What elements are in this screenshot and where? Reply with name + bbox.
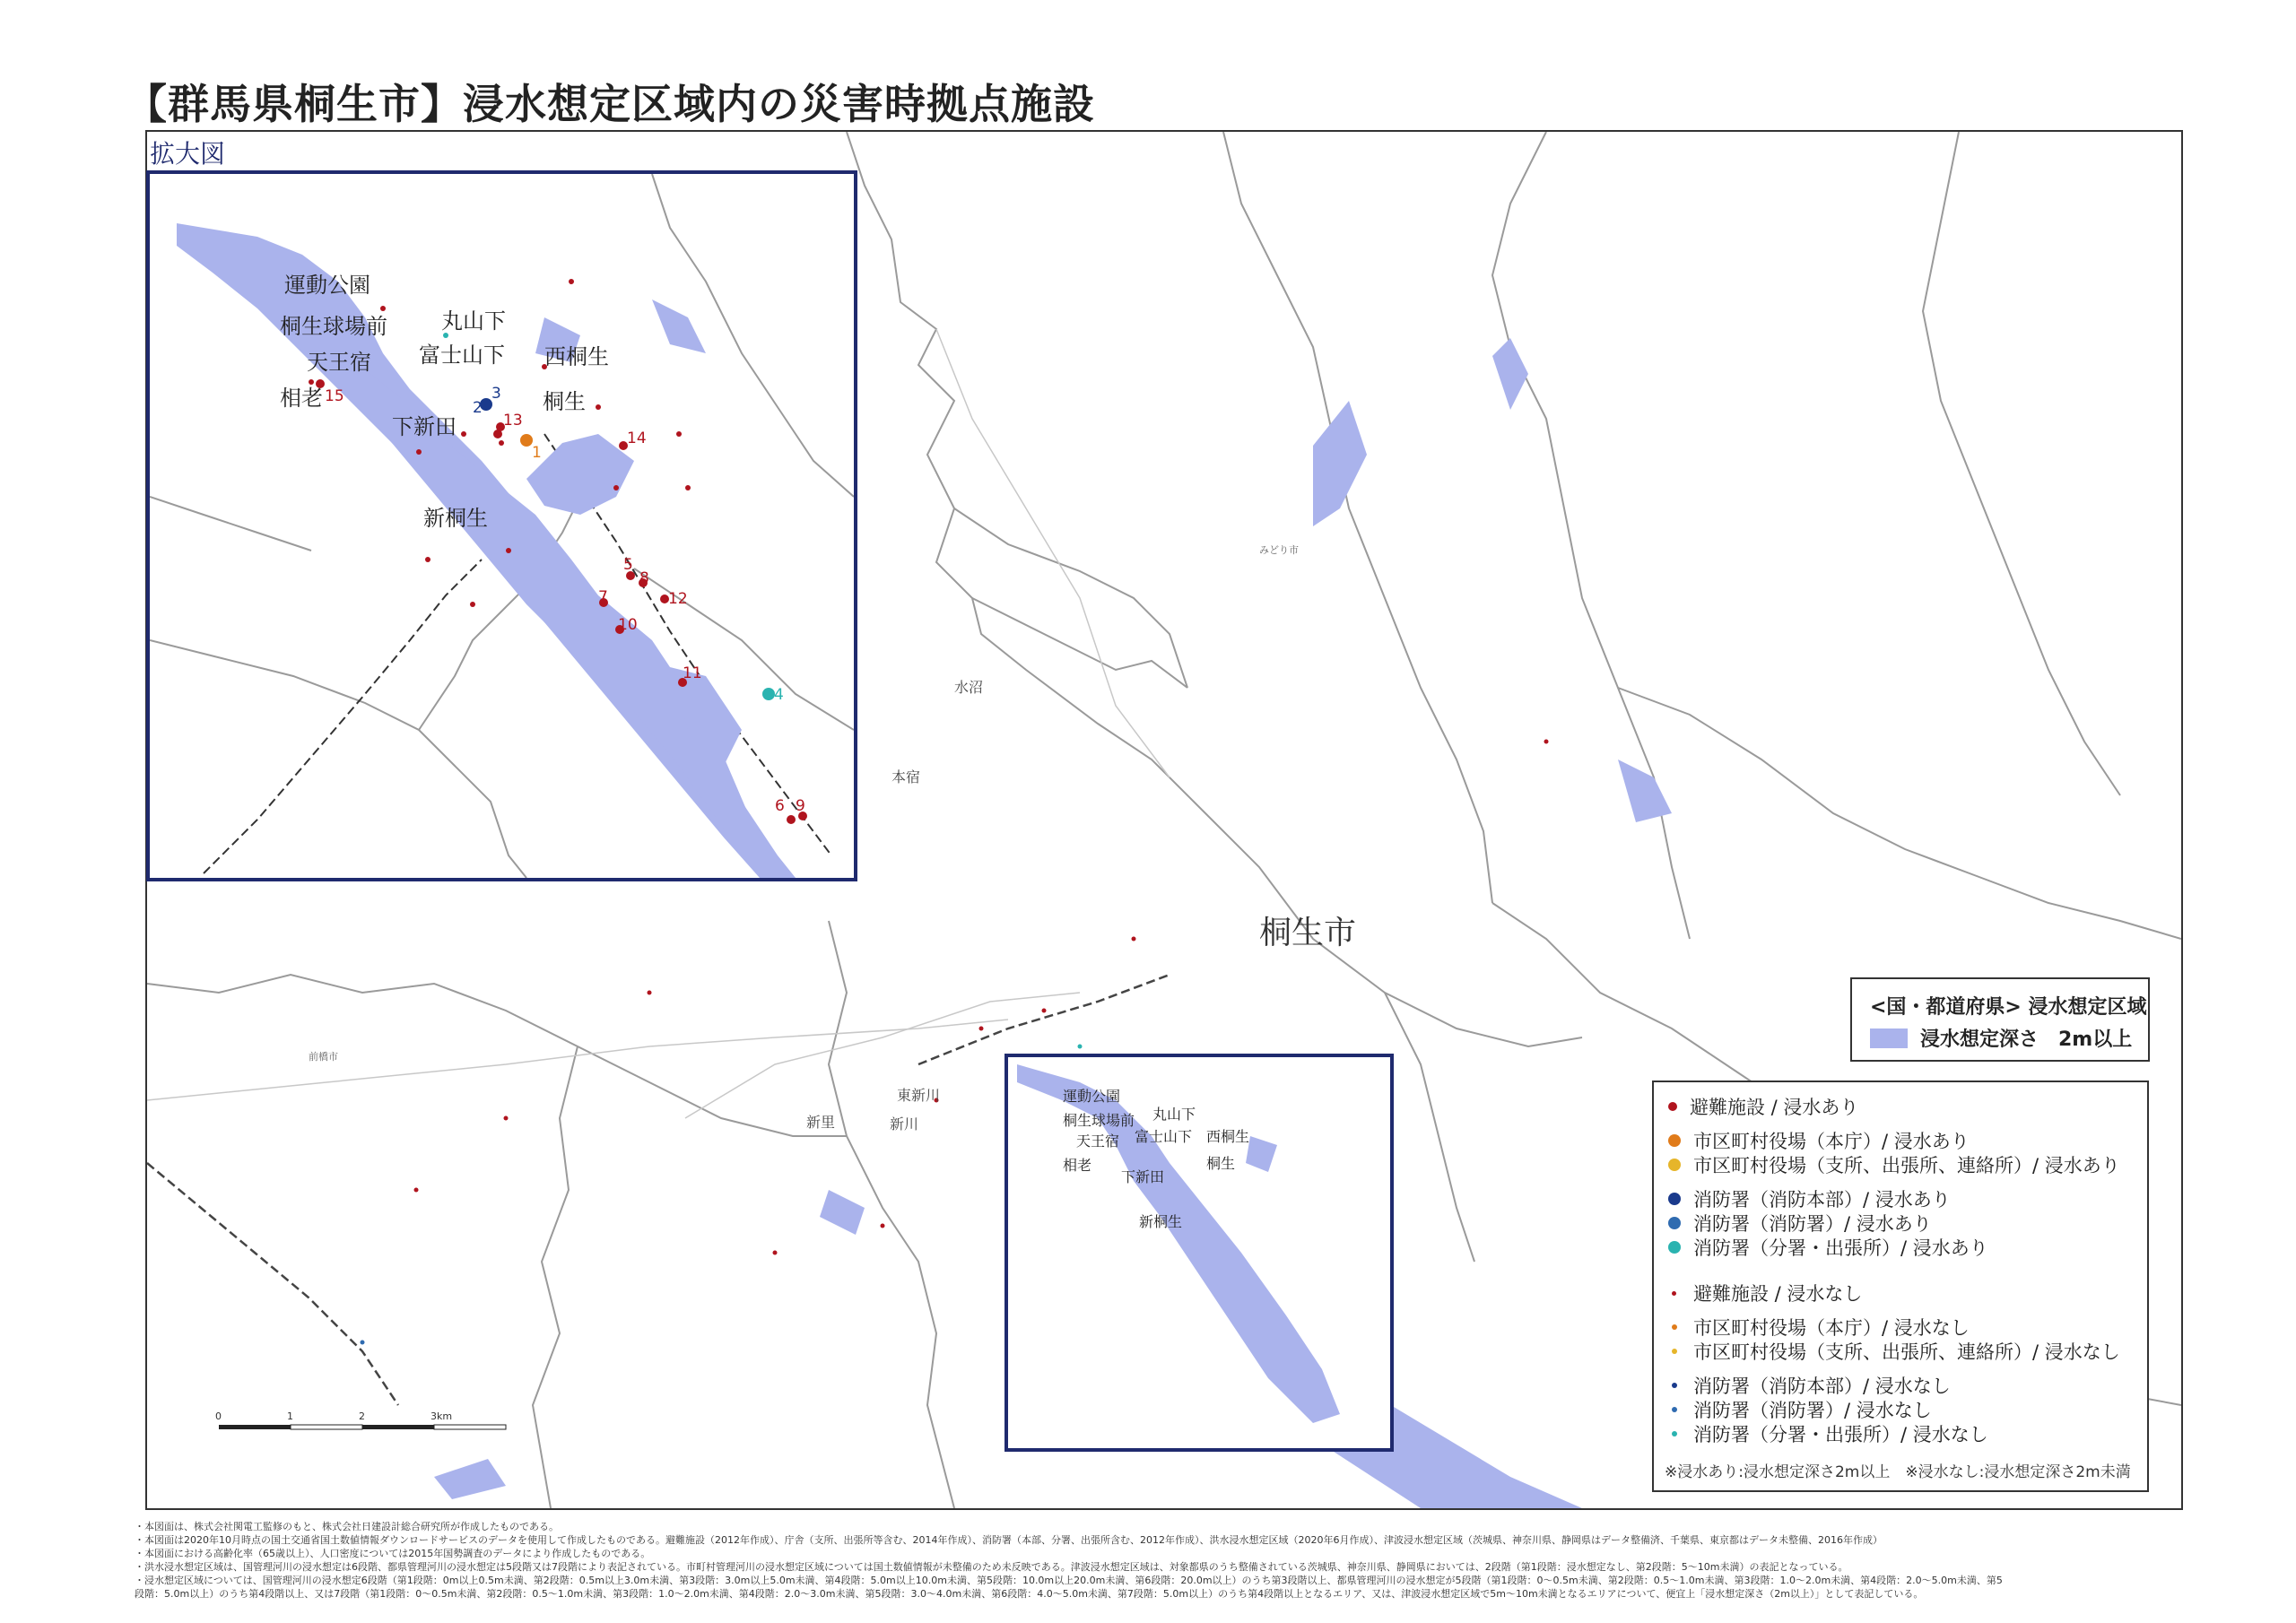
dot-icon <box>1668 1193 1681 1205</box>
facility-legend <box>1652 1081 2149 1492</box>
locator-place-kiryu-kyujomae: 桐生球場前 <box>1063 1112 1135 1129</box>
depth-legend-heading: <国・都道府県> 浸水想定区域 <box>1870 996 2147 1019</box>
legend-item <box>1668 1151 2120 1178</box>
place-maebashi: 前橋市 <box>309 1051 338 1063</box>
place-higashi-shingawa: 東新川 <box>897 1087 941 1104</box>
facility-number: 7 <box>598 588 608 606</box>
dot-icon <box>1672 1407 1677 1412</box>
dot-icon <box>1672 1291 1676 1296</box>
locator-place-shinkiryu: 新桐生 <box>1139 1213 1183 1230</box>
place-niisato: 新里 <box>806 1114 836 1131</box>
dot-icon <box>1668 1159 1681 1171</box>
legend-item-label: 消防署（消防本部）/ 浸水あり <box>1693 1189 1951 1211</box>
legend-item-label: 消防署（分署・出張所）/ 浸水なし <box>1693 1424 1988 1445</box>
inset-place-shimoshinden: 下新田 <box>392 414 457 439</box>
inset-place-maruyamashita: 丸山下 <box>441 308 506 334</box>
facility-number: 1 <box>532 444 542 462</box>
dot-icon <box>1672 1431 1677 1436</box>
dot-icon <box>1672 1383 1677 1388</box>
locator-place-undo-koen: 運動公園 <box>1063 1088 1121 1105</box>
scale-label-1: 1 <box>287 1410 293 1422</box>
footnote-line: ・本図面は2020年10月時点の国土交通省国土数値情報ダウンロードサービスのデータを使用して作成したものである。避難施設（2012年作成）、庁舎（支所、出張所等含む、2014年作成）、消防署（本部、分署、出張所含む、2012年作成）、洪水浸水想定区域（2020年6月作成）、津波浸水想定区域（茨城県、神奈川県、静岡県はデータ整備済、千葉県、東京都はデータ未整備、2016年作成） <box>135 1534 1883 1546</box>
footnote-line: ・浸水想定区域については、国管理河川の浸水想定6段階（第1段階：0m以上0.5m未満、第2段階：0.5m以上3.0m未満、第3段階：3.0m以上5.0m未満、第4段階：5.0m以上10.0m未満、第5段階：10.0m以上20.0m未満、第6段階：20.0m以上）のうち第3段階以上、都県管理河川の浸水想定が5段階（第1段階：0～0.5m未満、第2段階：0.5～1.0m未満、第3段階：1.0～2.0m未満、第4段階：2.0～5.0m未満、第5 <box>135 1575 2003 1586</box>
scale-label-0: 0 <box>215 1410 222 1422</box>
inset-place-kiryu: 桐生 <box>543 389 586 414</box>
legend-item-label: 市区町村役場（支所、出張所、連絡所）/ 浸水なし <box>1693 1341 2120 1363</box>
facility-number: 4 <box>774 686 784 704</box>
dot-icon <box>1672 1324 1677 1330</box>
legend-item-label: 消防署（消防本部）/ 浸水なし <box>1693 1376 1951 1397</box>
inset-place-aioi: 相老 <box>280 386 323 411</box>
legend-item <box>1668 1396 1932 1423</box>
legend-item <box>1668 1314 1970 1341</box>
footnotes <box>135 1520 2161 1601</box>
locator-place-aioi: 相老 <box>1063 1157 1092 1174</box>
legend-item-label: 消防署（消防署）/ 浸水なし <box>1693 1400 1932 1421</box>
legend-item-label: 消防署（分署・出張所）/ 浸水あり <box>1693 1237 1988 1259</box>
legend-item <box>1668 1338 2120 1365</box>
depth-swatch <box>1870 1028 1908 1048</box>
scale-bar <box>219 1425 506 1429</box>
scale-label-3: 3km <box>430 1410 453 1422</box>
locator-place-maruyamashita: 丸山下 <box>1152 1106 1196 1123</box>
legend-item-label: 市区町村役場（本庁）/ 浸水なし <box>1693 1317 1970 1339</box>
inset-map[interactable] <box>146 170 857 881</box>
depth-legend <box>1850 977 2150 1062</box>
footnote-line: ・本図面における高齢化率（65歳以上）、人口密度については2015年国勢調査のデータにより作成したものである。 <box>135 1548 651 1559</box>
depth-legend-item: 浸水想定深さ 2m以上 <box>1920 1028 2133 1051</box>
dot-icon <box>1668 1102 1677 1111</box>
facility-number: 9 <box>796 797 805 815</box>
legend-item <box>1668 1210 1932 1237</box>
facility-number: 3 <box>491 385 501 403</box>
legend-item <box>1668 1093 1858 1120</box>
place-mizunuma: 水沼 <box>954 679 984 696</box>
legend-item-label: 避難施設 / 浸水なし <box>1693 1283 1863 1305</box>
depth-legend-row <box>1870 1024 2132 1052</box>
inset-place-undo-koen: 運動公園 <box>284 273 370 298</box>
footnote-line: ・本図面は、株式会社関電工監修のもと、株式会社日建設計総合研究所が作成したものである。 <box>135 1521 559 1532</box>
map-title: 【群馬県桐生市】浸水想定区域内の災害時拠点施設 <box>126 80 1095 128</box>
legend-item <box>1668 1185 1951 1212</box>
inset-place-tennoshuku: 天王宿 <box>307 350 371 375</box>
legend-item <box>1668 1280 1862 1306</box>
locator-labels <box>1004 1054 1390 1448</box>
footnote-line: ・洪水浸水想定区域は、国管理河川の浸水想定は6段階、都県管理河川の浸水想定は5段階又は7段階により表記されている。市町村管理河川の浸水想定区域については国土数値情報が未整備のため未反映である。津波浸水想定区域は、対象都県のうち整備されている茨城県、神奈川県、静岡県においては、2段階（第1段階：浸水想定なし、第2段階：5～10m未満）の表記となっている。 <box>135 1561 1848 1573</box>
facility-number: 13 <box>503 412 523 430</box>
facility-number: 6 <box>775 797 785 815</box>
footnote-line: 段階：5.0m以上）のうち第4段階以上、又は7段階（第1段階：0～0.5m未満、第2段階：0.5～1.0m未満、第3段階：1.0～2.0m未満、第4段階：2.0～3.0m未満、第5段階：3.0～4.0m未満、第6段階：4.0～5.0m未満、第7段階：5.0m以上）のうち第4段階以上となるエリア、又は、津波浸水想定区域で5m～10m未満となるエリアについて、便宜上「浸水想定深さ（2m以上）」として表記している。 <box>135 1588 1924 1600</box>
locator-place-nishikiryu: 西桐生 <box>1206 1128 1250 1145</box>
inset-canvas[interactable] <box>150 174 854 878</box>
locator-place-kiryu: 桐生 <box>1206 1155 1236 1172</box>
inset-place-kiryu-kyujomae: 桐生球場前 <box>280 314 387 339</box>
dot-icon <box>1668 1134 1681 1147</box>
legend-item-label: 避難施設 / 浸水あり <box>1690 1097 1859 1118</box>
legend-item <box>1668 1372 1951 1399</box>
facility-number: 10 <box>618 616 638 634</box>
legend-item-label: 市区町村役場（支所、出張所、連絡所）/ 浸水あり <box>1693 1155 2120 1176</box>
facility-number: 15 <box>325 387 344 405</box>
inset-place-nishikiryu: 西桐生 <box>544 344 609 369</box>
facility-number: 5 <box>623 556 633 574</box>
place-midori: みどり市 <box>1259 544 1299 556</box>
inset-place-shinkiryu: 新桐生 <box>423 506 488 531</box>
facility-number: 12 <box>668 590 688 608</box>
facility-number: 11 <box>683 664 702 682</box>
dot-icon <box>1668 1217 1681 1229</box>
legend-note: ※浸水あり:浸水想定深さ2m以上 ※浸水なし:浸水想定深さ2m未満 <box>1665 1463 2131 1481</box>
legend-item-label: 消防署（消防署）/ 浸水あり <box>1693 1213 1932 1235</box>
dot-icon <box>1668 1241 1681 1254</box>
facility-number: 2 <box>473 399 483 417</box>
place-shingawa: 新川 <box>890 1115 919 1133</box>
inset-label: 拡大図 <box>150 139 226 169</box>
scale-label-2: 2 <box>359 1410 365 1422</box>
legend-item <box>1668 1420 1988 1447</box>
legend-item <box>1668 1127 1970 1154</box>
locator-place-shimoshinden: 下新田 <box>1121 1168 1165 1185</box>
legend-item <box>1668 1234 1988 1261</box>
facility-number: 8 <box>639 569 649 587</box>
facility-number: 14 <box>627 430 647 447</box>
city-label: 桐生市 <box>1259 915 1357 951</box>
inset-place-fujiyamashita: 富士山下 <box>419 343 505 368</box>
locator-place-fujiyamashita: 富士山下 <box>1135 1128 1193 1145</box>
locator-place-tennoshuku: 天王宿 <box>1076 1133 1120 1150</box>
legend-item-label: 市区町村役場（本庁）/ 浸水あり <box>1693 1131 1970 1152</box>
dot-icon <box>1672 1349 1677 1354</box>
place-motojuku: 本宿 <box>891 768 921 785</box>
